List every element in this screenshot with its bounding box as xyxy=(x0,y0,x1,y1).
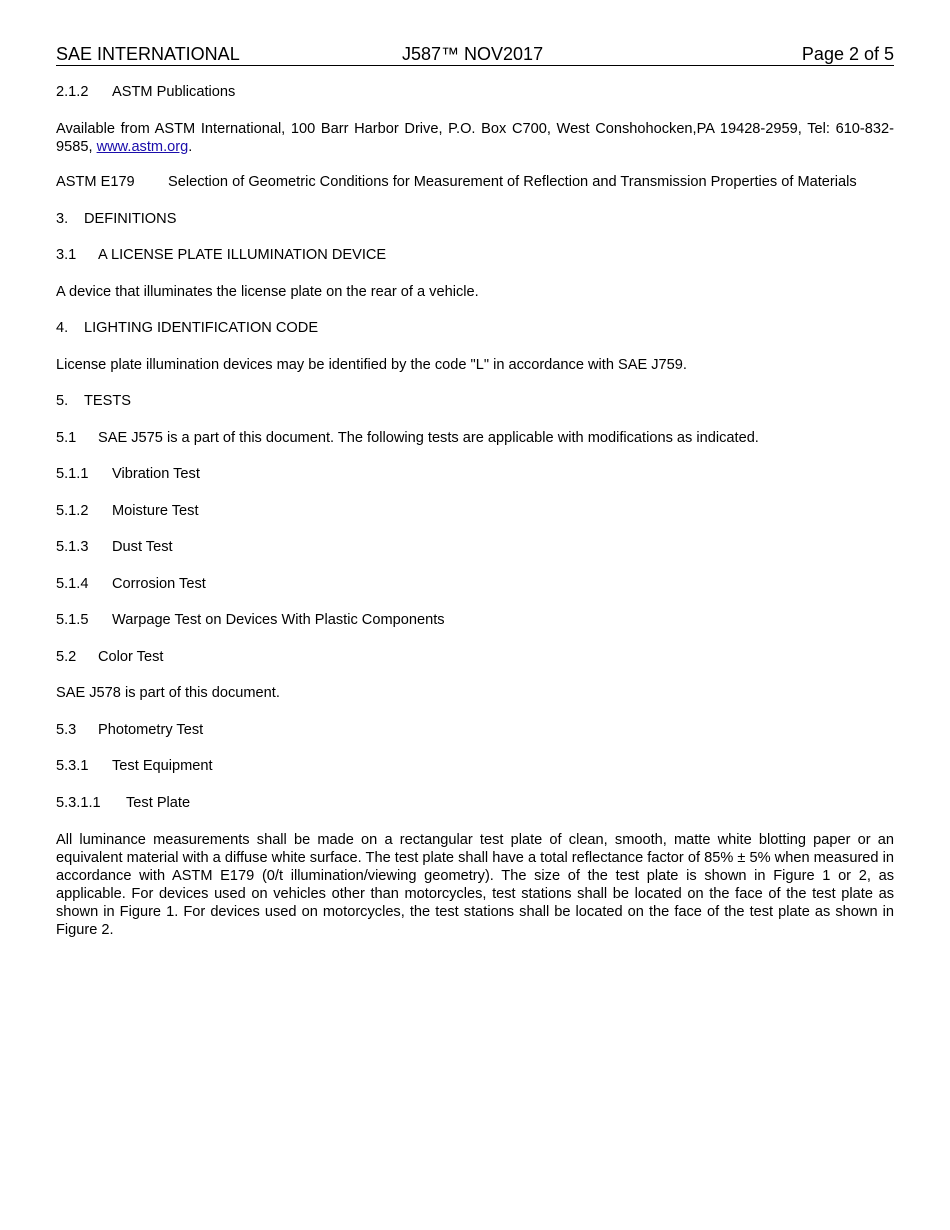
section-number: 5.1.5 xyxy=(56,612,89,628)
section-title: Photometry Test xyxy=(98,722,204,738)
page-header xyxy=(56,44,894,66)
section-title: Vibration Test xyxy=(112,466,200,482)
section-title: Moisture Test xyxy=(112,503,199,519)
section-3-1-text: A device that illuminates the license plate on the rear of a vehicle. xyxy=(56,284,479,300)
section-title: Warpage Test on Devices With Plastic Components xyxy=(112,612,445,628)
section-5-1-3-heading xyxy=(56,539,173,556)
section-number: 3.1 xyxy=(56,247,77,263)
section-title: ASTM Publications xyxy=(112,84,236,100)
section-3-heading xyxy=(56,211,176,228)
section-title: TESTS xyxy=(84,393,132,409)
section-5-3-1-1-heading xyxy=(56,795,190,812)
section-number: 5. xyxy=(56,393,69,409)
section-5-2-text: SAE J578 is part of this document. xyxy=(56,685,280,701)
header-org: SAE INTERNATIONAL xyxy=(56,44,240,64)
section-title: Test Equipment xyxy=(112,758,213,774)
section-number: 5.1.3 xyxy=(56,539,89,555)
section-5-heading xyxy=(56,393,131,410)
astm-availability-end: . xyxy=(188,139,193,155)
astm-availability-text: Available from ASTM International, 100 Barr Harbor Drive, P.O. Box C700, West Conshohocken,PA 19428-2959, Tel: 610-832-9585, xyxy=(56,121,894,155)
section-5-1-4-heading xyxy=(56,576,206,593)
reference-id: ASTM E179 xyxy=(56,174,135,190)
section-number: 5.2 xyxy=(56,649,77,665)
section-title: Corrosion Test xyxy=(112,576,206,592)
reference-title: Selection of Geometric Conditions for Measurement of Reflection and Transmission Properties of Materials xyxy=(168,174,857,190)
section-title: DEFINITIONS xyxy=(84,211,177,227)
section-5-3-1-heading xyxy=(56,758,213,775)
section-number: 5.1.1 xyxy=(56,466,89,482)
astm-availability-paragraph xyxy=(56,120,894,156)
section-2-1-2-heading xyxy=(56,84,235,101)
section-5-1-2-heading xyxy=(56,503,199,520)
section-number: 4. xyxy=(56,320,69,336)
section-number: 2.1.2 xyxy=(56,84,89,100)
section-title: Color Test xyxy=(98,649,164,665)
section-title: SAE J575 is a part of this document. The following tests are applicable with modifications as indicated. xyxy=(98,430,759,446)
section-5-1-heading xyxy=(56,430,759,447)
section-title: Dust Test xyxy=(112,539,173,555)
section-title: Test Plate xyxy=(126,795,191,811)
section-number: 5.1.2 xyxy=(56,503,89,519)
section-number: 5.3.1.1 xyxy=(56,795,101,811)
test-plate-paragraph: All luminance measurements shall be made on a rectangular test plate of clean, smooth, matte white blotting paper or an equivalent material with a diffuse white surface. The test plate shall have a total reflectance factor of 85% ± 5% when measured in accordance with ASTM E179 (0/t illumination/viewing geometry). The size of the test plate is shown in Figure 1 or 2, as applicable. For devices used on vehicles other than motorcycles, test stations shall be located on the face of the test plate as shown in Figure 1. For devices used on motorcycles, the test stations shall be located on the face of the test plate as shown in Figure 2. xyxy=(56,832,894,938)
section-number: 3. xyxy=(56,211,69,227)
section-4-text: License plate illumination devices may be identified by the code "L" in accordance with SAE J759. xyxy=(56,357,687,373)
section-title: LIGHTING IDENTIFICATION CODE xyxy=(84,320,319,336)
section-number: 5.1 xyxy=(56,430,77,446)
section-3-1-heading xyxy=(56,247,386,264)
header-doc-id: J587™ NOV2017 xyxy=(402,44,544,64)
header-page-number: Page 2 of 5 xyxy=(801,44,894,64)
section-5-1-5-heading xyxy=(56,612,445,629)
section-5-1-1-heading xyxy=(56,466,200,483)
section-number: 5.3 xyxy=(56,722,77,738)
section-title: A LICENSE PLATE ILLUMINATION DEVICE xyxy=(98,247,387,263)
section-5-3-heading xyxy=(56,722,203,739)
section-number: 5.3.1 xyxy=(56,758,89,774)
section-number: 5.1.4 xyxy=(56,576,89,592)
astm-e179-reference xyxy=(56,174,857,191)
astm-website-link[interactable]: www.astm.org xyxy=(96,139,189,155)
section-4-heading xyxy=(56,320,318,337)
section-5-2-heading xyxy=(56,649,163,666)
